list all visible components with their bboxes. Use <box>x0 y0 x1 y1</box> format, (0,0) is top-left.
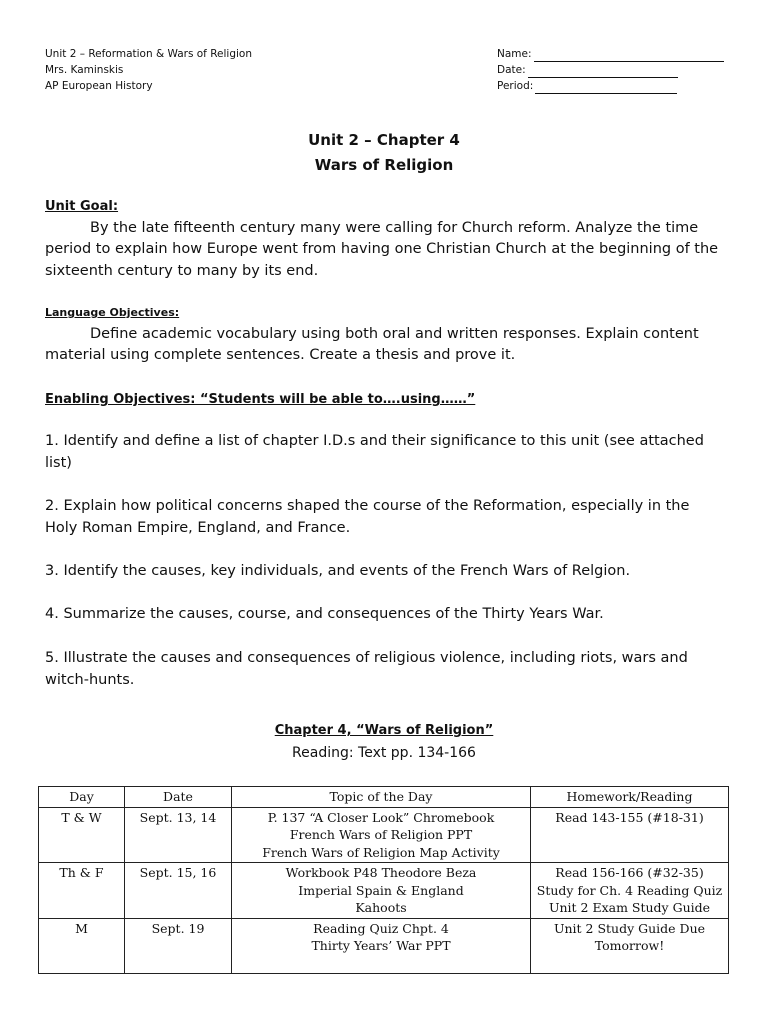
objective-4 <box>45 604 725 626</box>
topic-line: Workbook P48 Theodore Beza <box>285 865 477 880</box>
homework-line: Study for Ch. 4 Reading Quiz <box>536 882 723 898</box>
student-fields <box>497 46 724 94</box>
column-header: Homework/Reading <box>531 787 729 808</box>
topic-line: French Wars of Religion Map Activity <box>262 844 500 860</box>
objective-text: 2. Explain how political concerns shaped the course of the Reformation, especially in the Holy Roman Empire, England, and France. <box>45 498 690 536</box>
objective-3 <box>45 561 725 583</box>
table-row <box>39 863 729 919</box>
homework-line: Unit 2 Study Guide Due <box>553 920 706 936</box>
period-line[interactable] <box>535 81 677 94</box>
table-row <box>39 918 729 973</box>
objective-text: 5. Illustrate the causes and consequences of religious violence, including riots, wars and witch-hunts. <box>45 650 688 688</box>
topic-line: Reading Quiz Chpt. 4 <box>313 920 449 936</box>
date-field[interactable] <box>497 62 724 78</box>
date-label: Date: <box>497 64 526 76</box>
column-header: Topic of the Day <box>232 787 531 808</box>
schedule-table <box>38 786 729 974</box>
period-field[interactable] <box>497 78 724 94</box>
table-row <box>39 807 729 863</box>
date-line[interactable] <box>528 65 678 78</box>
objective-1 <box>45 431 725 474</box>
homework-cell <box>531 807 729 863</box>
page-subtitle: Wars of Religion <box>314 156 454 174</box>
page-title: Unit 2 – Chapter 4 <box>308 131 460 149</box>
day-cell: M <box>39 918 125 973</box>
unit-goal-text: By the late fifteenth century many were calling for Church reform. Analyze the time period to explain how Europe went from having one Christian Church at the beginning of the sixteenth century to many by its end. <box>45 219 719 279</box>
unit-line: Unit 2 – Reformation & Wars of Religion <box>45 48 253 60</box>
column-header: Day <box>39 787 125 808</box>
language-objectives-section <box>45 302 725 367</box>
homework-line: Unit 2 Exam Study Guide <box>548 900 711 915</box>
unit-goal-heading: Unit Goal: <box>45 199 119 214</box>
objective-text: 1. Identify and define a list of chapter I.D.s and their significance to this unit (see attached list) <box>45 433 704 471</box>
enabling-objectives-heading: Enabling Objectives: “Students will be able to….using……” <box>45 392 476 407</box>
topic-cell <box>232 807 531 863</box>
objective-2 <box>45 496 725 539</box>
language-objectives-heading: Language Objectives: <box>45 306 180 319</box>
day-cell: Th & F <box>39 863 125 919</box>
homework-line: Read 156-166 (#32-35) <box>555 865 704 880</box>
course-line: AP European History <box>45 80 153 92</box>
date-cell: Sept. 13, 14 <box>125 807 232 863</box>
topic-cell <box>232 918 531 973</box>
schedule-reading: Reading: Text pp. 134-166 <box>292 745 476 761</box>
objective-text: 4. Summarize the causes, course, and consequences of the Thirty Years War. <box>45 606 604 622</box>
name-line[interactable] <box>534 49 724 62</box>
teacher-line: Mrs. Kaminskis <box>45 64 124 76</box>
period-label: Period: <box>497 80 534 92</box>
language-objectives-text: Define academic vocabulary using both oral and written responses. Explain content material using complete sentences. Create a thesis and prove it. <box>45 325 699 363</box>
objective-text: 3. Identify the causes, key individuals, and events of the French Wars of Relgion. <box>45 563 631 579</box>
date-cell: Sept. 15, 16 <box>125 863 232 919</box>
table-header-row <box>39 787 729 808</box>
homework-line: Read 143-155 (#18-31) <box>555 809 704 825</box>
date-cell: Sept. 19 <box>125 918 232 973</box>
topic-line: Thirty Years’ War PPT <box>311 938 451 953</box>
homework-cell <box>531 918 729 973</box>
topic-line: French Wars of Religion PPT <box>289 827 473 842</box>
objective-5 <box>45 648 725 691</box>
column-header: Date <box>125 787 232 808</box>
enabling-objectives-heading-wrap <box>45 389 725 411</box>
schedule-title: Chapter 4, “Wars of Religion” <box>274 723 494 738</box>
topic-cell <box>232 863 531 919</box>
homework-line: Tomorrow! <box>594 938 665 953</box>
course-info <box>45 46 252 94</box>
name-field[interactable] <box>497 46 724 62</box>
topic-line: Imperial Spain & England <box>298 882 464 898</box>
topic-line: P. 137 “A Closer Look” Chromebook <box>267 809 495 825</box>
name-label: Name: <box>497 48 532 60</box>
homework-cell <box>531 863 729 919</box>
topic-line: Kahoots <box>355 900 407 915</box>
day-cell: T & W <box>39 807 125 863</box>
unit-goal-section <box>45 196 725 282</box>
